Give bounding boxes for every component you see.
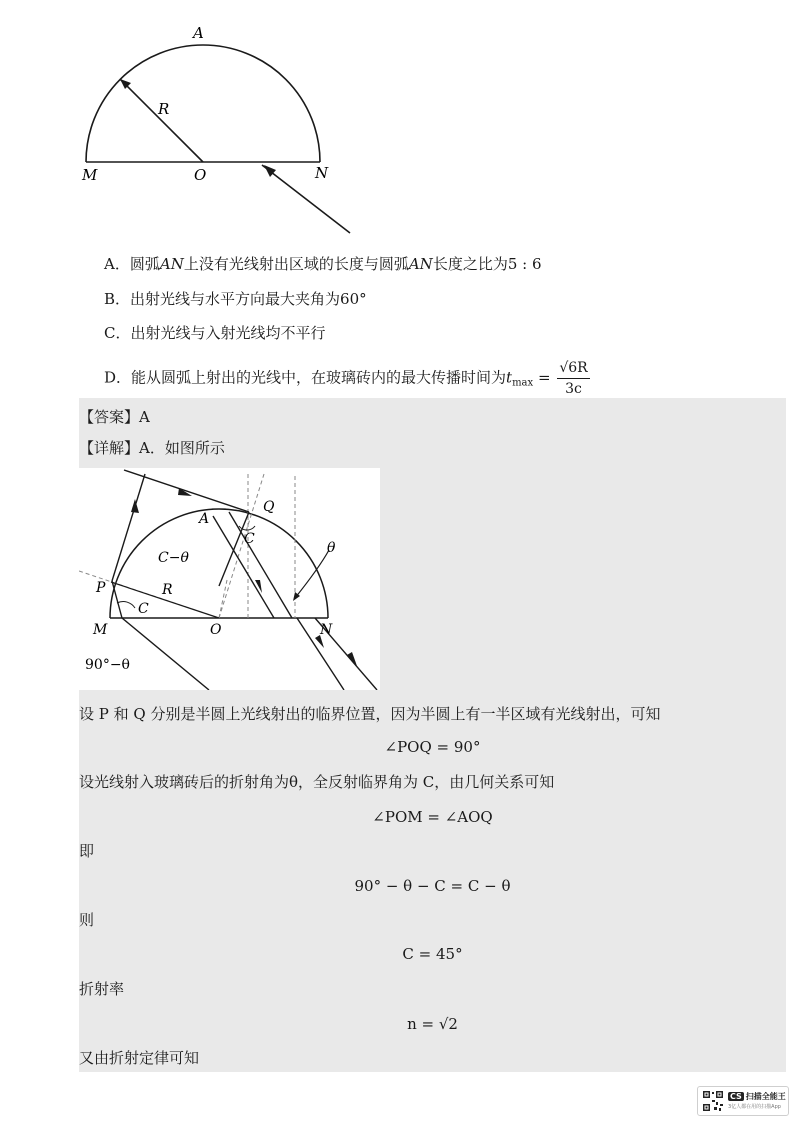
time-fraction: $\frac{√6R}{3c}$ — [559, 360, 588, 397]
equation-4: C = 45° — [402, 945, 463, 963]
solution-figure — [79, 468, 380, 690]
label-M: M — [82, 166, 98, 184]
para-4: 则 — [79, 911, 95, 929]
equation-1: ∠POQ = 90° — [384, 738, 481, 756]
fig-label-R: R — [162, 582, 173, 598]
equation-5: n = √2 — [407, 1015, 458, 1033]
label-O: O — [194, 166, 207, 184]
fig-label-M: M — [93, 622, 108, 638]
label-R: R — [158, 100, 170, 118]
fig-label-Q: Q — [263, 499, 275, 515]
fig-label-C-top: C — [244, 531, 255, 547]
scanner-tagline: 3亿人都在用的扫描App — [728, 1104, 781, 1110]
para-1: 设 P 和 Q 分别是半圆上光线射出的临界位置，因为半圆上有一半区域有光线射出，可知 — [79, 705, 661, 723]
answer-line: 【答案】A — [79, 408, 150, 426]
para-3: 即 — [79, 842, 95, 860]
qr-code-icon — [702, 1090, 724, 1112]
fig-label-N: N — [320, 622, 333, 638]
semicircle-figure — [76, 22, 366, 252]
option-b: B．出射光线与水平方向最大夹角为60° — [104, 290, 367, 308]
fig-label-90-theta: 90°−θ — [85, 657, 130, 673]
detail-line: 【详解】A．如图所示 — [79, 439, 225, 457]
equation-3: 90° − θ − C = C − θ — [354, 877, 511, 895]
scanner-badge — [697, 1086, 789, 1116]
fig-label-O: O — [210, 622, 222, 638]
option-d: D．能从圆弧上射出的光线中，在玻璃砖内的最大传播时间为$t_{max}$ = $\frac{√6R}{3c}$ — [104, 360, 588, 397]
option-a: A．圆弧AN上没有光线射出区域的长度与圆弧AN长度之比为5 : 6 — [104, 255, 542, 273]
incident-ray — [262, 165, 350, 233]
fig-label-P: P — [96, 580, 106, 596]
option-c: C．出射光线与入射光线均不平行 — [104, 324, 326, 342]
scanner-logo: CS 扫描全能王 — [730, 1092, 786, 1101]
fig-label-A: A — [199, 511, 210, 527]
para-6: 又由折射定律可知 — [79, 1049, 200, 1067]
label-A: A — [193, 24, 204, 42]
fig-label-C-left: C — [138, 601, 149, 617]
fig-label-theta: θ — [327, 540, 336, 556]
para-5: 折射率 — [79, 980, 125, 998]
label-N: N — [315, 164, 329, 182]
para-2: 设光线射入玻璃砖后的折射角为θ，全反射临界角为 C，由几何关系可知 — [79, 773, 555, 791]
radius-arrow — [120, 79, 203, 162]
fig-label-C-theta: C−θ — [158, 550, 189, 566]
equation-2: ∠POM = ∠AOQ — [372, 808, 493, 826]
